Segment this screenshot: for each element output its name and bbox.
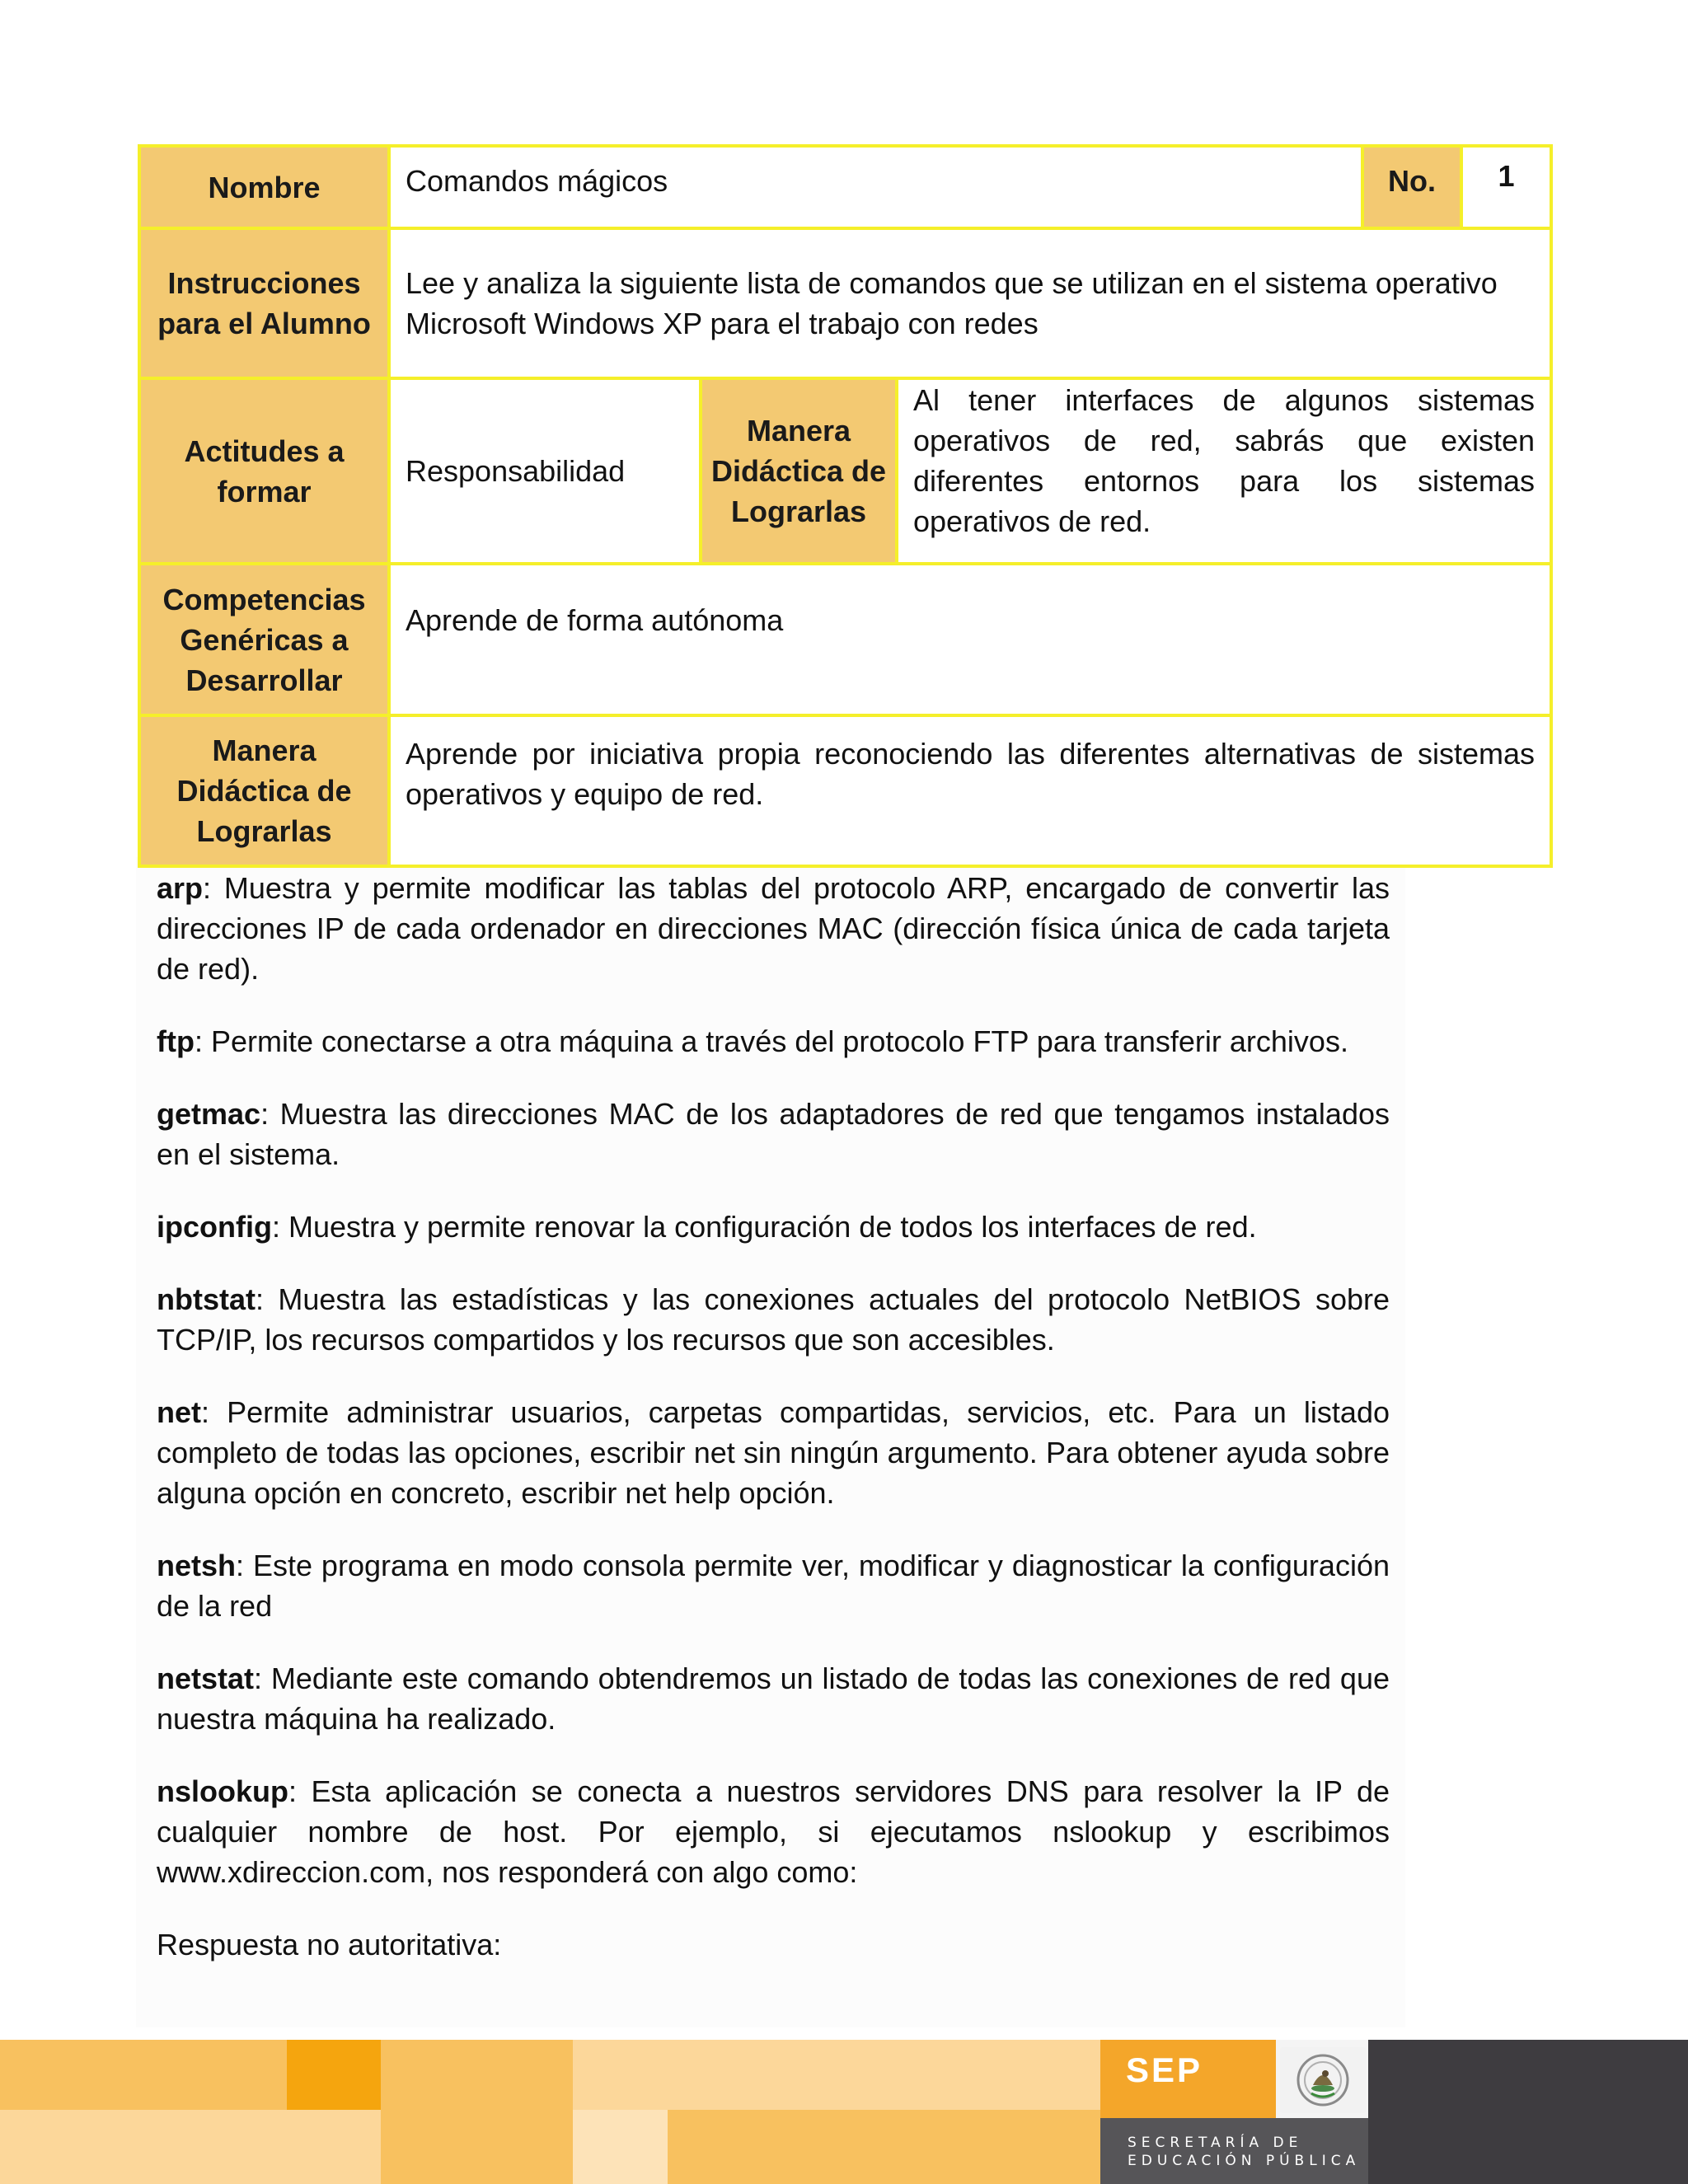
footer-block xyxy=(0,2040,287,2110)
sep-logo: SEP xyxy=(1126,2050,1203,2089)
footer-block xyxy=(668,2110,1100,2184)
command-item xyxy=(157,1545,1390,1626)
footer-block xyxy=(0,2110,381,2184)
command-desc: : Permite administrar usuarios, carpetas compartidas, servicios, etc. Para un listado completo de todas las opciones, escribir net sin ningún argumento. Para obtener ayuda sobre alguna opción en concreto, escribir net help opción. xyxy=(157,1395,1390,1510)
command-desc: : Permite conectarse a otra máquina a través del protocolo FTP para transferir archivos. xyxy=(194,1024,1348,1058)
nombre-label: Nombre xyxy=(139,146,389,228)
command-item xyxy=(157,1392,1390,1513)
closing-text: Respuesta no autoritativa: xyxy=(157,1928,502,1961)
footer-block xyxy=(1368,2040,1688,2184)
actitudes-value: Responsabilidad xyxy=(389,378,701,564)
manera-didactica-label-2: Manera Didáctica de Lograrlas xyxy=(139,715,389,866)
activity-card xyxy=(138,144,1553,868)
command-term: net xyxy=(157,1395,201,1429)
command-desc: : Muestra y permite renovar la configuración de todos los interfaces de red. xyxy=(271,1210,1257,1244)
manera-didactica-value-2: Aprende por iniciativa propia reconociendo las diferentes alternativas de sistemas operativos y equipo de red. xyxy=(389,715,1551,866)
secretaria-line: SECRETARÍA DE xyxy=(1128,2135,1303,2151)
command-item xyxy=(157,1207,1390,1247)
footer-block xyxy=(287,2040,381,2110)
competencias-label: Competencias Genéricas a Desarrollar xyxy=(139,564,389,715)
command-term: ipconfig xyxy=(157,1210,272,1244)
manera-didactica-value: Al tener interfaces de algunos sistemas operativos de red, sabrás que existen diferentes entornos para los sistemas operativos de red. xyxy=(897,378,1551,564)
command-term: arp xyxy=(157,871,204,905)
footer-block xyxy=(381,2040,573,2110)
nombre-value: Comandos mágicos xyxy=(389,146,1362,228)
command-item xyxy=(157,1658,1390,1739)
command-desc: : Mediante este comando obtendremos un listado de todas las conexiones de red que nuestra máquina ha realizado. xyxy=(157,1661,1390,1736)
instrucciones-value: Lee y analiza la siguiente lista de comandos que se utilizan en el sistema operativo Microsoft Windows XP para el trabajo con redes xyxy=(389,228,1551,378)
command-term: nslookup xyxy=(157,1774,288,1808)
instrucciones-label: Instrucciones para el Alumno xyxy=(139,228,389,378)
actitudes-label: Actitudes a formar xyxy=(139,378,389,564)
command-term: netsh xyxy=(157,1549,237,1582)
manera-didactica-label: Manera Didáctica de Lograrlas xyxy=(701,378,897,564)
footer-band xyxy=(0,2040,1688,2184)
command-term: getmac xyxy=(157,1097,261,1131)
footer-block xyxy=(573,2040,1100,2110)
command-desc: : Muestra las estadísticas y las conexiones actuales del protocolo NetBIOS sobre TCP/IP, los recursos compartidos y los recursos que son accesibles. xyxy=(157,1282,1390,1357)
command-item xyxy=(157,1094,1390,1174)
footer-block xyxy=(1100,2118,1368,2184)
no-value: 1 xyxy=(1461,146,1551,228)
footer-block xyxy=(573,2110,668,2184)
command-item xyxy=(157,1279,1390,1360)
command-term: ftp xyxy=(157,1024,195,1058)
no-label: No. xyxy=(1362,146,1461,228)
command-desc: : Este programa en modo consola permite ver, modificar y diagnosticar la configuración de la red xyxy=(157,1549,1390,1623)
educacion-line: EDUCACIÓN PÚBLICA xyxy=(1128,2153,1361,2169)
command-item xyxy=(157,1771,1390,1892)
command-desc: : Muestra las direcciones MAC de los adaptadores de red que tengamos instalados en el sistema. xyxy=(157,1097,1390,1171)
command-term: netstat xyxy=(157,1661,255,1695)
command-desc: : Esta aplicación se conecta a nuestros servidores DNS para resolver la IP de cualquier nombre de host. Por ejemplo, si ejecutamos nslookup y escribimos www.xdireccion.com, nos responderá con algo como: xyxy=(157,1774,1390,1889)
command-desc: : Muestra y permite modificar las tablas del protocolo ARP, encargado de convertir las direcciones IP de cada ordenador en direcciones MAC (dirección física única de cada tarjeta de red). xyxy=(157,871,1390,986)
command-item xyxy=(157,868,1390,989)
command-term: nbtstat xyxy=(157,1282,256,1316)
mexico-seal-icon xyxy=(1280,2047,1366,2113)
command-list xyxy=(157,868,1390,1997)
footer-block xyxy=(381,2110,573,2184)
command-item xyxy=(157,1021,1390,1062)
competencias-value: Aprende de forma autónoma xyxy=(389,564,1551,715)
